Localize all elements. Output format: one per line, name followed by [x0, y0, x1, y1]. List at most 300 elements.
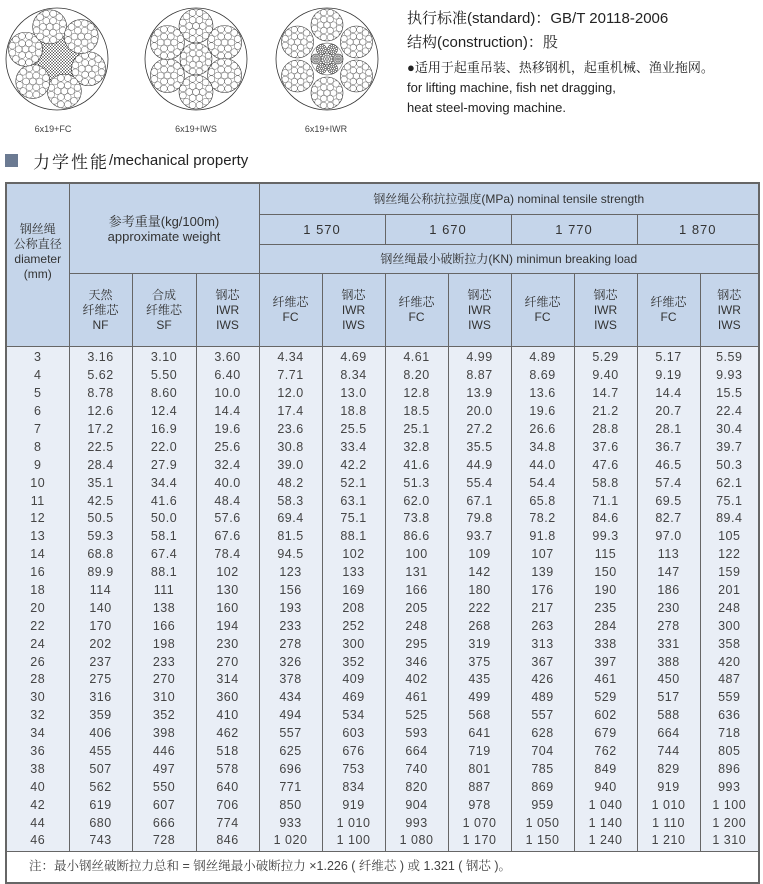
wire: [98, 62, 105, 69]
wire: [89, 59, 96, 66]
wire: [205, 59, 211, 65]
wire: [64, 75, 71, 82]
value-cell: 850: [259, 796, 322, 814]
value-cell: 8.20: [385, 367, 448, 385]
value-cell: 52.1: [322, 474, 385, 492]
wire: [196, 28, 203, 35]
wire: [208, 36, 215, 43]
value-cell: 887: [448, 778, 511, 796]
wire: [225, 78, 232, 85]
wire: [82, 71, 89, 78]
value-cell: 30.8: [259, 438, 322, 456]
wire: [9, 49, 16, 56]
wire: [199, 89, 206, 96]
value-cell: 771: [259, 778, 322, 796]
value-cell: 8.60: [132, 385, 196, 403]
wire: [282, 76, 288, 82]
table-row: [6, 796, 759, 814]
value-cell: 15.5: [700, 385, 759, 403]
wire: [221, 72, 228, 79]
value-cell: 73.8: [385, 510, 448, 528]
table-row: [6, 456, 759, 474]
value-cell: 82.7: [637, 510, 700, 528]
value-cell: 1 020: [259, 832, 322, 851]
wire: [161, 33, 168, 40]
wire: [33, 72, 40, 79]
wire: [282, 35, 288, 41]
wire: [212, 62, 219, 69]
wire: [12, 36, 19, 43]
wire: [366, 42, 372, 48]
value-cell: 326: [259, 653, 322, 671]
diameter-cell: 6: [6, 403, 69, 421]
wire: [234, 36, 241, 43]
value-cell: 1 310: [700, 832, 759, 851]
value-cell: 1 010: [637, 796, 700, 814]
value-cell: 58.3: [259, 492, 322, 510]
value-cell: 46.5: [637, 456, 700, 474]
wire: [33, 20, 40, 27]
value-cell: 123: [259, 564, 322, 582]
value-cell: 5.29: [574, 347, 637, 367]
value-cell: 359: [69, 707, 132, 725]
value-cell: 67.1: [448, 492, 511, 510]
header-breaking-load: 钢丝绳最小破断拉力(KN) minimun breaking load: [259, 245, 759, 274]
value-cell: 86.6: [385, 528, 448, 546]
subheader-cell: [637, 274, 700, 347]
value-cell: 89.4: [700, 510, 759, 528]
rope-label-iwr: 6x19+IWR: [304, 124, 348, 134]
value-cell: 978: [448, 796, 511, 814]
diameter-cell: 40: [6, 778, 69, 796]
value-cell: 8.78: [69, 385, 132, 403]
wire: [33, 27, 40, 34]
value-cell: 248: [385, 617, 448, 635]
wire: [33, 91, 40, 98]
wire: [350, 44, 356, 50]
wire: [61, 88, 68, 95]
value-cell: 1 110: [637, 814, 700, 832]
wire: [341, 76, 347, 82]
value-cell: 588: [637, 707, 700, 725]
value-cell: 550: [132, 778, 196, 796]
wire: [327, 56, 329, 58]
section-marker-icon: [5, 154, 18, 167]
value-cell: 65.8: [511, 492, 574, 510]
wire: [333, 52, 335, 54]
table-row: [6, 510, 759, 528]
wire: [167, 45, 174, 52]
value-cell: 1 150: [511, 832, 574, 851]
wire: [37, 14, 44, 21]
value-cell: 26.6: [511, 421, 574, 439]
value-cell: 593: [385, 725, 448, 743]
wire: [64, 82, 71, 89]
wire: [321, 95, 327, 101]
diameter-cell: 5: [6, 385, 69, 403]
wire: [72, 62, 79, 69]
wire: [333, 71, 335, 73]
value-cell: 78.4: [196, 546, 259, 564]
wire: [314, 54, 316, 56]
wire: [206, 19, 213, 26]
value-cell: 22.5: [69, 438, 132, 456]
wire: [174, 49, 181, 56]
value-cell: 462: [196, 725, 259, 743]
wire: [189, 43, 195, 49]
header-weight-en: approximate weight: [107, 228, 221, 244]
value-cell: 5.62: [69, 367, 132, 385]
wire: [23, 78, 30, 85]
value-cell: 222: [448, 599, 511, 617]
value-cell: 58.1: [132, 528, 196, 546]
wire: [366, 69, 372, 75]
subheader-cell: [700, 274, 759, 347]
value-cell: 115: [574, 546, 637, 564]
wire: [333, 31, 339, 37]
wire: [39, 23, 46, 30]
value-cell: 300: [322, 635, 385, 653]
wire: [298, 33, 304, 39]
value-cell: 4.34: [259, 347, 322, 367]
wire: [330, 57, 332, 59]
diameter-cell: 32: [6, 707, 69, 725]
wire: [19, 59, 26, 66]
value-cell: 150: [574, 564, 637, 582]
value-cell: 14.4: [637, 385, 700, 403]
value-cell: 34.8: [511, 438, 574, 456]
diameter-cell: 38: [6, 760, 69, 778]
value-cell: 166: [132, 617, 196, 635]
diameter-cell: 4: [6, 367, 69, 385]
wire: [85, 33, 92, 40]
subheader-line: 钢芯: [467, 287, 492, 302]
value-cell: 20.0: [448, 403, 511, 421]
value-cell: 489: [511, 689, 574, 707]
section-title: [5, 149, 248, 171]
wire: [196, 17, 203, 24]
wire: [50, 10, 57, 17]
value-cell: 461: [385, 689, 448, 707]
value-cell: 718: [700, 725, 759, 743]
wire: [43, 37, 50, 44]
wire: [171, 72, 178, 79]
value-cell: 27.9: [132, 456, 196, 474]
wire: [298, 67, 304, 73]
value-cell: 785: [511, 760, 574, 778]
wire: [324, 66, 326, 68]
value-cell: 81.5: [259, 528, 322, 546]
value-cell: 640: [196, 778, 259, 796]
wire: [81, 46, 88, 53]
value-cell: 39.0: [259, 456, 322, 474]
wire: [154, 29, 161, 36]
value-cell: 78.2: [511, 510, 574, 528]
wire: [307, 35, 313, 41]
wire: [282, 42, 288, 48]
wire: [202, 47, 208, 53]
wire: [58, 82, 65, 89]
value-cell: 237: [69, 653, 132, 671]
diameter-cell: 30: [6, 689, 69, 707]
value-cell: 397: [574, 653, 637, 671]
value-cell: 205: [385, 599, 448, 617]
value-cell: 666: [132, 814, 196, 832]
wire: [78, 33, 85, 40]
value-cell: 625: [259, 743, 322, 761]
table-note: 注：最小钢丝破断拉力总和 = 钢丝绳最小破断拉力 ×1.226 ( 纤维芯 ) 或 1.321 ( 钢芯 )。: [6, 851, 759, 883]
wire: [151, 76, 158, 83]
wire: [327, 95, 333, 101]
value-cell: 20.7: [637, 403, 700, 421]
wire: [151, 69, 158, 76]
diameter-cell: 14: [6, 546, 69, 564]
wire: [317, 50, 319, 52]
wire: [357, 51, 363, 57]
value-cell: 208: [322, 599, 385, 617]
wire: [167, 66, 174, 73]
diameter-cell: 8: [6, 438, 69, 456]
wire: [82, 59, 89, 66]
table-row: [6, 403, 759, 421]
wire: [208, 69, 215, 76]
wire: [196, 61, 202, 67]
header-tensile: 钢丝绳公称抗拉强度(MPa) nominal tensile strength: [259, 183, 759, 215]
subheader-line: FC: [408, 310, 425, 324]
wire: [294, 73, 300, 79]
wire: [328, 50, 330, 52]
wire: [19, 52, 26, 59]
wire: [196, 83, 203, 90]
usage-en-text-2: heat steel-moving machine.: [407, 100, 566, 115]
wire: [205, 52, 211, 58]
wire: [327, 16, 333, 22]
value-cell: 744: [637, 743, 700, 761]
diameter-cell: 22: [6, 617, 69, 635]
header-diameter-line: (mm): [23, 267, 52, 281]
subheader-line: FC: [282, 310, 299, 324]
value-cell: 820: [385, 778, 448, 796]
value-cell: 1 050: [511, 814, 574, 832]
wire: [311, 93, 317, 99]
wire: [350, 78, 356, 84]
value-cell: 102: [322, 546, 385, 564]
value-cell: 1 070: [448, 814, 511, 832]
wire: [225, 59, 232, 66]
wire: [71, 33, 78, 40]
value-cell: 88.1: [132, 564, 196, 582]
wire: [196, 9, 203, 16]
value-cell: 35.1: [69, 474, 132, 492]
note-row: [6, 851, 759, 883]
wire: [362, 48, 368, 54]
value-cell: 194: [196, 617, 259, 635]
wire: [51, 97, 58, 104]
subheader-cell: [259, 274, 322, 347]
value-cell: 111: [132, 582, 196, 600]
wire: [74, 39, 81, 46]
wire: [208, 43, 215, 50]
wire: [282, 69, 288, 75]
value-cell: 300: [700, 617, 759, 635]
wire: [161, 59, 168, 66]
value-cell: 30.4: [700, 421, 759, 439]
wire: [347, 39, 353, 45]
wire: [190, 50, 196, 56]
diameter-cell: 36: [6, 743, 69, 761]
value-cell: 40.0: [196, 474, 259, 492]
value-cell: 44.0: [511, 456, 574, 474]
wire: [330, 64, 332, 66]
value-cell: 39.7: [700, 438, 759, 456]
value-cell: 54.4: [511, 474, 574, 492]
wire: [218, 78, 225, 85]
table-row: [6, 546, 759, 564]
wire: [29, 46, 36, 53]
wire: [298, 78, 304, 84]
wire: [186, 23, 193, 30]
wire: [12, 55, 19, 62]
value-cell: 25.1: [385, 421, 448, 439]
value-cell: 4.61: [385, 347, 448, 367]
wire: [350, 51, 356, 57]
wire: [193, 89, 200, 96]
wire: [321, 59, 323, 61]
wire: [333, 81, 339, 87]
wire: [341, 57, 343, 59]
wire: [74, 84, 81, 91]
subheader-line: IWR: [341, 302, 366, 317]
rope-diagram-fc: [4, 6, 110, 112]
wire: [234, 76, 241, 83]
wire: [317, 22, 323, 28]
wire: [87, 24, 94, 31]
value-cell: 278: [637, 617, 700, 635]
wire: [347, 73, 353, 79]
wire: [193, 56, 199, 62]
wire: [186, 89, 193, 96]
diameter-cell: 20: [6, 599, 69, 617]
wire: [298, 44, 304, 50]
value-cell: 568: [448, 707, 511, 725]
wire: [25, 52, 32, 59]
value-cell: 4.89: [511, 347, 574, 367]
wire: [218, 26, 225, 33]
value-cell: 14.4: [196, 403, 259, 421]
subheader-cell: [322, 274, 385, 347]
wire: [56, 14, 63, 21]
wire: [9, 42, 16, 49]
wire: [335, 47, 337, 49]
wire: [325, 56, 327, 58]
wire: [333, 99, 339, 105]
wire: [154, 62, 161, 69]
wire: [43, 29, 50, 36]
wire: [234, 43, 241, 50]
header-diameter: [6, 183, 69, 347]
rope-label-fc: 6x19+FC: [34, 124, 72, 134]
rope-diagrams: [0, 0, 400, 145]
wire: [315, 81, 321, 87]
wire: [303, 48, 309, 54]
wire: [350, 67, 356, 73]
wire: [320, 102, 326, 108]
value-cell: 6.40: [196, 367, 259, 385]
value-cell: 607: [132, 796, 196, 814]
value-cell: 18.5: [385, 403, 448, 421]
value-cell: 176: [511, 582, 574, 600]
value-cell: 1 170: [448, 832, 511, 851]
wire: [344, 82, 350, 88]
wire: [324, 90, 330, 96]
wire: [89, 52, 96, 59]
table-row: [6, 421, 759, 439]
wire: [327, 84, 333, 90]
value-cell: 1 100: [700, 796, 759, 814]
rope-cross-section-iwr-icon: [274, 6, 380, 112]
wire: [161, 45, 168, 52]
wire: [225, 33, 232, 40]
wire: [320, 34, 326, 40]
value-cell: 849: [574, 760, 637, 778]
value-cell: 557: [259, 725, 322, 743]
value-cell: 67.6: [196, 528, 259, 546]
wire: [196, 36, 203, 43]
wire: [324, 22, 330, 28]
wire: [95, 75, 102, 82]
wire: [177, 36, 184, 43]
wire: [81, 39, 88, 46]
value-cell: 34.4: [132, 474, 196, 492]
value-cell: 133: [322, 564, 385, 582]
wire: [189, 68, 195, 74]
value-cell: 641: [448, 725, 511, 743]
value-cell: 58.8: [574, 474, 637, 492]
wire: [161, 26, 168, 33]
value-cell: 94.5: [259, 546, 322, 564]
value-cell: 100: [385, 546, 448, 564]
wire: [228, 72, 235, 79]
subheader-line: 钢芯: [215, 287, 240, 302]
wire: [168, 59, 175, 66]
wire: [294, 39, 300, 45]
value-cell: 4.99: [448, 347, 511, 367]
value-cell: 8.69: [511, 367, 574, 385]
value-cell: 993: [385, 814, 448, 832]
wire: [157, 39, 164, 46]
wire: [311, 86, 317, 92]
header-diameter-line: 钢丝绳: [19, 222, 56, 236]
wire: [231, 29, 238, 36]
table-row: [6, 778, 759, 796]
header-diameter-line: diameter: [14, 252, 62, 266]
value-cell: 69.4: [259, 510, 322, 528]
value-cell: 578: [196, 760, 259, 778]
rope-diagram-iws: [143, 6, 249, 112]
value-cell: 12.4: [132, 403, 196, 421]
value-cell: 169: [322, 582, 385, 600]
wire: [68, 88, 75, 95]
wire: [357, 26, 363, 32]
wire: [291, 44, 297, 50]
diameter-cell: 16: [6, 564, 69, 582]
wire: [362, 82, 368, 88]
value-cell: 3.10: [132, 347, 196, 367]
wire: [89, 78, 96, 85]
value-cell: 186: [637, 582, 700, 600]
wire: [356, 78, 362, 84]
value-cell: 676: [322, 743, 385, 761]
